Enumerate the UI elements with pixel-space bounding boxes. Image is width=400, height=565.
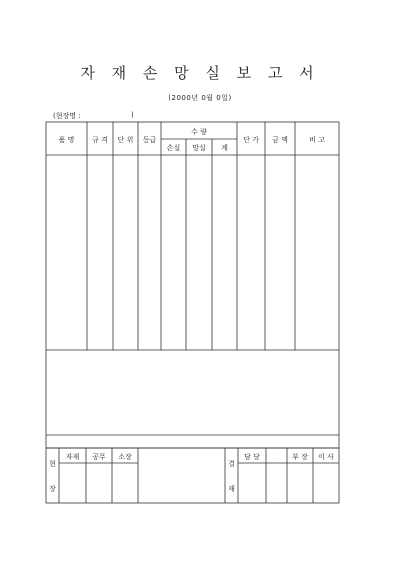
col-unit-price: 단 가 bbox=[243, 136, 259, 144]
col-item-name: 품 명 bbox=[58, 136, 75, 144]
sign-director: 이 사 bbox=[318, 453, 334, 461]
col-total: 계 bbox=[221, 144, 228, 152]
site-name-label: (현장명 : bbox=[53, 112, 81, 120]
col-grade: 등급 bbox=[142, 136, 157, 144]
sign-manager: 소장 bbox=[118, 453, 132, 461]
site-label-top: 현 bbox=[49, 460, 56, 468]
sign-material: 자재 bbox=[65, 453, 80, 461]
col-spec: 규 격 bbox=[92, 136, 108, 144]
col-amount: 금 액 bbox=[272, 136, 288, 144]
col-quantity: 수 량 bbox=[191, 128, 207, 136]
col-remarks: 비 고 bbox=[309, 136, 325, 144]
site-name-close: ) bbox=[131, 111, 134, 119]
approval-label-top: 결 bbox=[228, 460, 235, 468]
sign-in-charge: 담 당 bbox=[244, 453, 260, 461]
document-title: 자 재 손 망 실 보 고 서 bbox=[80, 64, 320, 82]
col-unit: 단 위 bbox=[117, 136, 134, 144]
sign-dept-head: 부 장 bbox=[292, 453, 308, 461]
site-label-bottom: 장 bbox=[49, 485, 56, 493]
approval-label-bottom: 재 bbox=[228, 485, 235, 493]
report-date: (2000년 0월 0일) bbox=[168, 94, 232, 102]
sign-works: 공무 bbox=[92, 453, 106, 461]
col-missing: 망실 bbox=[192, 144, 206, 152]
col-loss: 손실 bbox=[166, 144, 181, 152]
